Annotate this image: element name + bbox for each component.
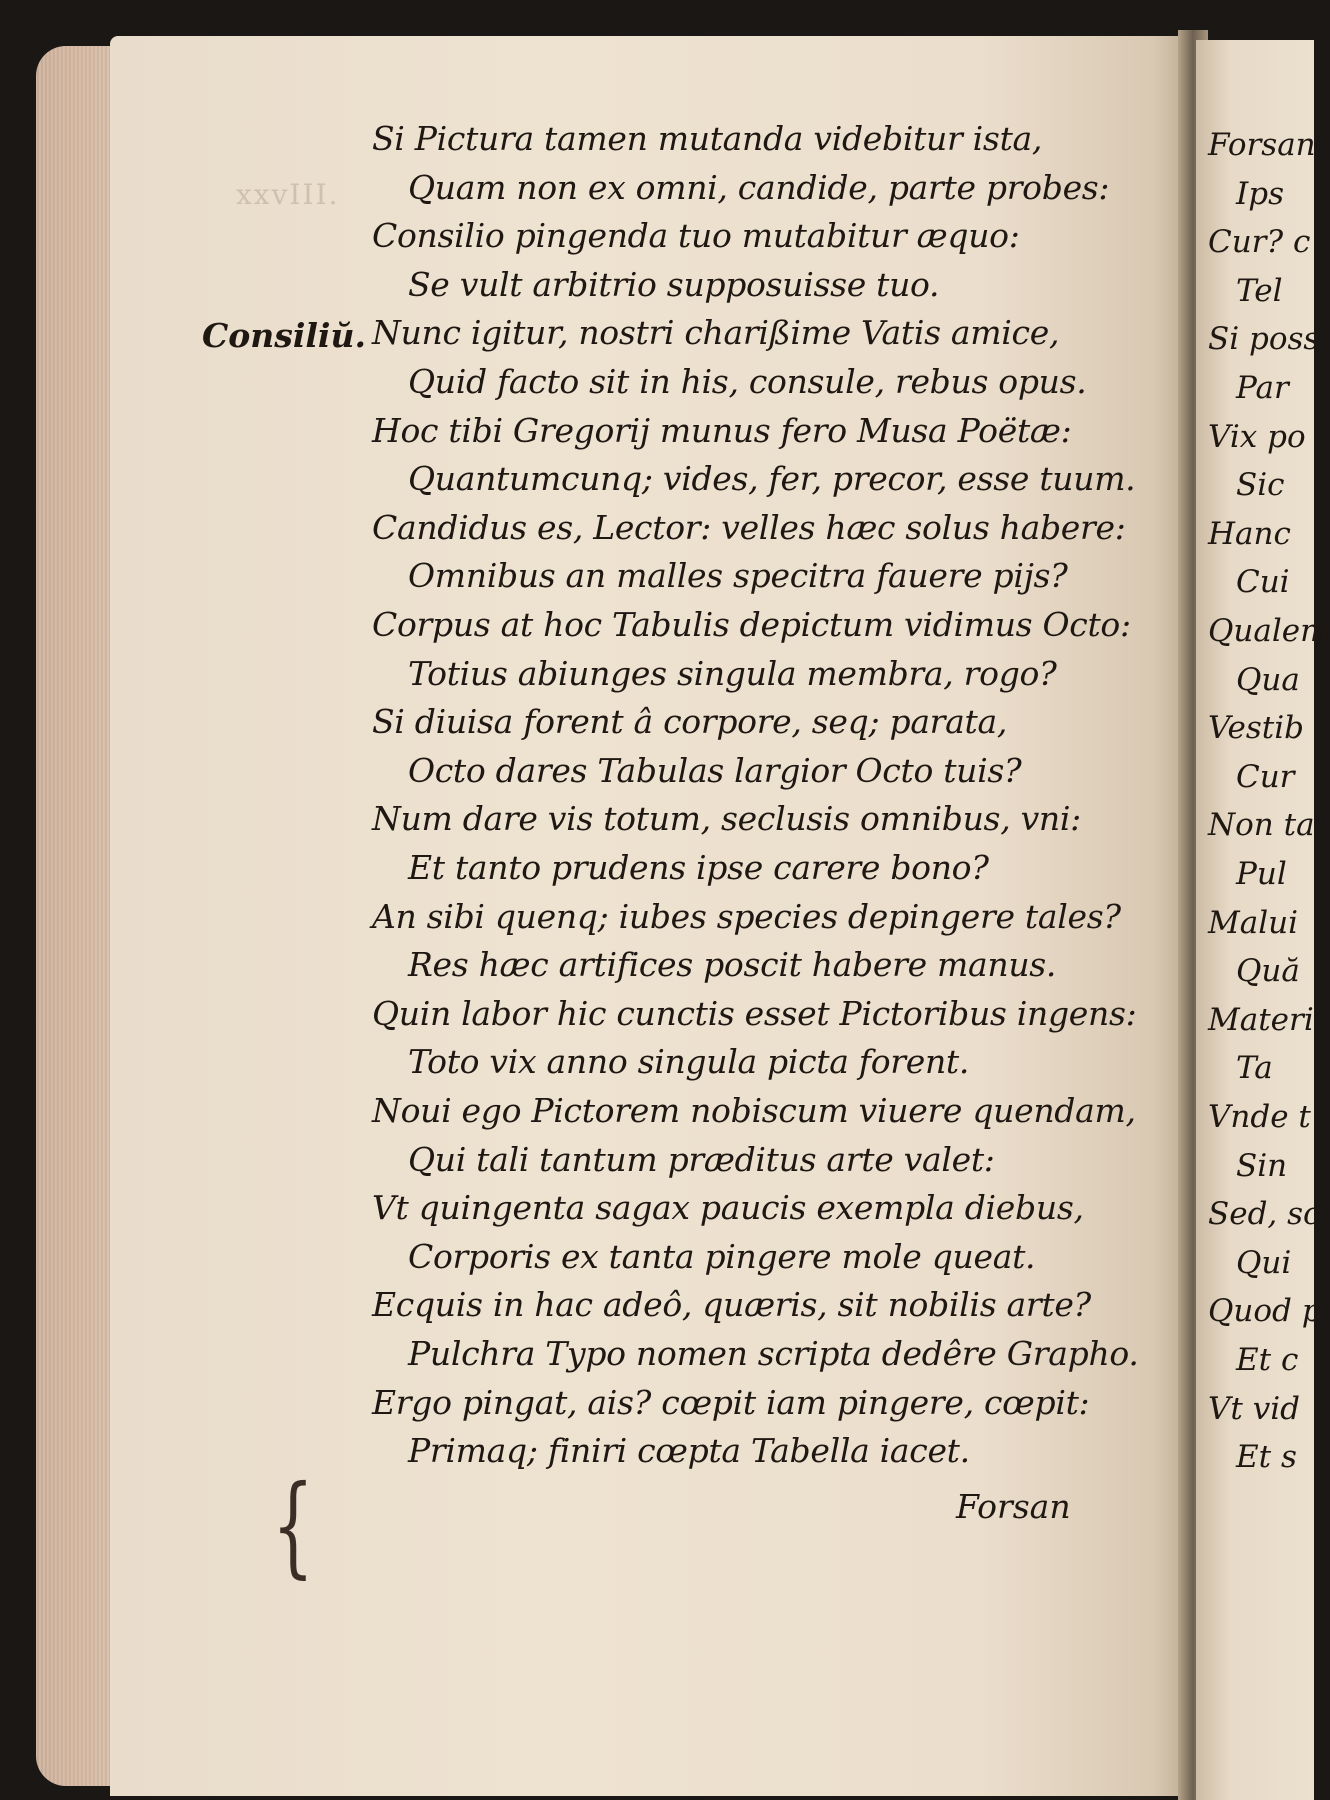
verse-line: Quid facto sit in his, consule, rebus opus. (408, 362, 1087, 401)
right-page-line-fragment: Materi (1208, 1002, 1314, 1038)
verse-line: Toto vix anno singula picta forent. (408, 1042, 970, 1081)
right-page-line-fragment: Cui (1236, 564, 1290, 600)
verse-line: Corpus at hoc Tabulis depictum vidimus Octo: (372, 605, 1131, 644)
right-page-line-fragment: Vestib (1208, 710, 1305, 746)
verse-line: Octo dares Tabulas largior Octo tuis? (408, 751, 1022, 790)
right-page-line-fragment: Cur (1236, 759, 1295, 795)
verse-line: Candidus es, Lector: velles hæc solus habere: (372, 508, 1126, 547)
verse-line: Quam non ex omni, candide, parte probes: (408, 168, 1110, 207)
verse-line: Omnibus an malles specitra fauere pijs? (408, 556, 1068, 595)
right-page-line-fragment: Qua (1236, 662, 1300, 698)
verse-line: Corporis ex tanta pingere mole queat. (408, 1237, 1036, 1276)
right-page-text (1196, 40, 1330, 1800)
right-page-line-fragment: Vt vid (1208, 1391, 1300, 1427)
right-page-line-fragment: Qualem (1208, 613, 1330, 649)
right-page-line-fragment: Malui (1208, 905, 1299, 941)
right-page-line-fragment: Et c (1236, 1342, 1299, 1378)
verse-line: Si Pictura tamen mutanda videbitur ista, (372, 119, 1043, 158)
verse-line: Nunc igitur, nostri charißime Vatis amice, (372, 313, 1060, 352)
right-page-line-fragment: Et s (1236, 1439, 1297, 1475)
verse-line: Pulchra Typo nomen scripta dedêre Grapho. (408, 1334, 1139, 1373)
right-page-line-fragment: Si poss (1208, 321, 1320, 357)
verse-line: Num dare vis totum, seclusis omnibus, vni: (372, 799, 1081, 838)
verse-line: Primaq; finiri cœpta Tabella iacet. (408, 1431, 970, 1470)
right-page-line-fragment: Cur? c (1208, 224, 1311, 260)
right-page-line-fragment: Par (1236, 370, 1289, 406)
margin-brace: { (272, 1461, 314, 1589)
right-page-line-fragment: Ta (1236, 1050, 1273, 1086)
verse-line: An sibi quenq; iubes species depingere tales? (372, 897, 1121, 936)
verse-line: Consilio pingenda tuo mutabitur æquo: (372, 216, 1020, 255)
right-page-line-fragment: Qui (1236, 1245, 1292, 1281)
verse-line: Hoc tibi Gregorij munus fero Musa Poëtæ: (372, 411, 1072, 450)
catchword: Forsan (956, 1487, 1071, 1526)
right-page-line-fragment: Ips (1236, 176, 1284, 212)
verse-line: Res hæc artifices poscit habere manus. (408, 945, 1057, 984)
right-page-line-fragment: Quă (1236, 953, 1300, 989)
right-page-line-fragment: Sed, sc (1208, 1196, 1321, 1232)
right-page-line-fragment: Forsan (1208, 127, 1316, 163)
verse-line: Si diuisa forent â corpore, seq; parata, (372, 702, 1008, 741)
verse-line: Ecquis in hac adeô, quæris, sit nobilis arte? (372, 1285, 1091, 1324)
verse-line: Noui ego Pictorem nobiscum viuere quendam, (372, 1091, 1136, 1130)
verse-line: Quantumcunq; vides, fer, precor, esse tuum. (408, 459, 1136, 498)
verse-line: Quin labor hic cunctis esset Pictoribus ingens: (372, 994, 1137, 1033)
right-page-line-fragment: Hanc (1208, 516, 1291, 552)
right-page-line-fragment: Pul (1236, 856, 1287, 892)
right-page-line-fragment: Sin (1236, 1148, 1288, 1184)
bleed-through-text: xxvIII. (236, 178, 340, 211)
verse-line: Ergo pingat, ais? cœpit iam pingere, cœpit: (372, 1383, 1090, 1422)
page-edge-tint (36, 46, 116, 1786)
right-page-line-fragment: Vix po (1208, 419, 1306, 455)
margin-note: Consiliŭ. (202, 316, 366, 355)
right-page-line-fragment: Vnde t (1208, 1099, 1311, 1135)
verse-line: Se vult arbitrio supposuisse tuo. (408, 265, 940, 304)
right-page-line-fragment: Sic (1236, 467, 1285, 503)
verse-line: Vt quingenta sagax paucis exempla diebus, (372, 1188, 1084, 1227)
right-page-line-fragment: Non ta (1208, 807, 1315, 843)
verse-line: Et tanto prudens ipse carere bono? (408, 848, 989, 887)
right-page-line-fragment: Quod p (1208, 1293, 1322, 1329)
verse-line: Totius abiunges singula membra, rogo? (408, 654, 1057, 693)
right-page-line-fragment: Tel (1236, 273, 1283, 309)
verse-line: Qui tali tantum præditus arte valet: (408, 1140, 995, 1179)
